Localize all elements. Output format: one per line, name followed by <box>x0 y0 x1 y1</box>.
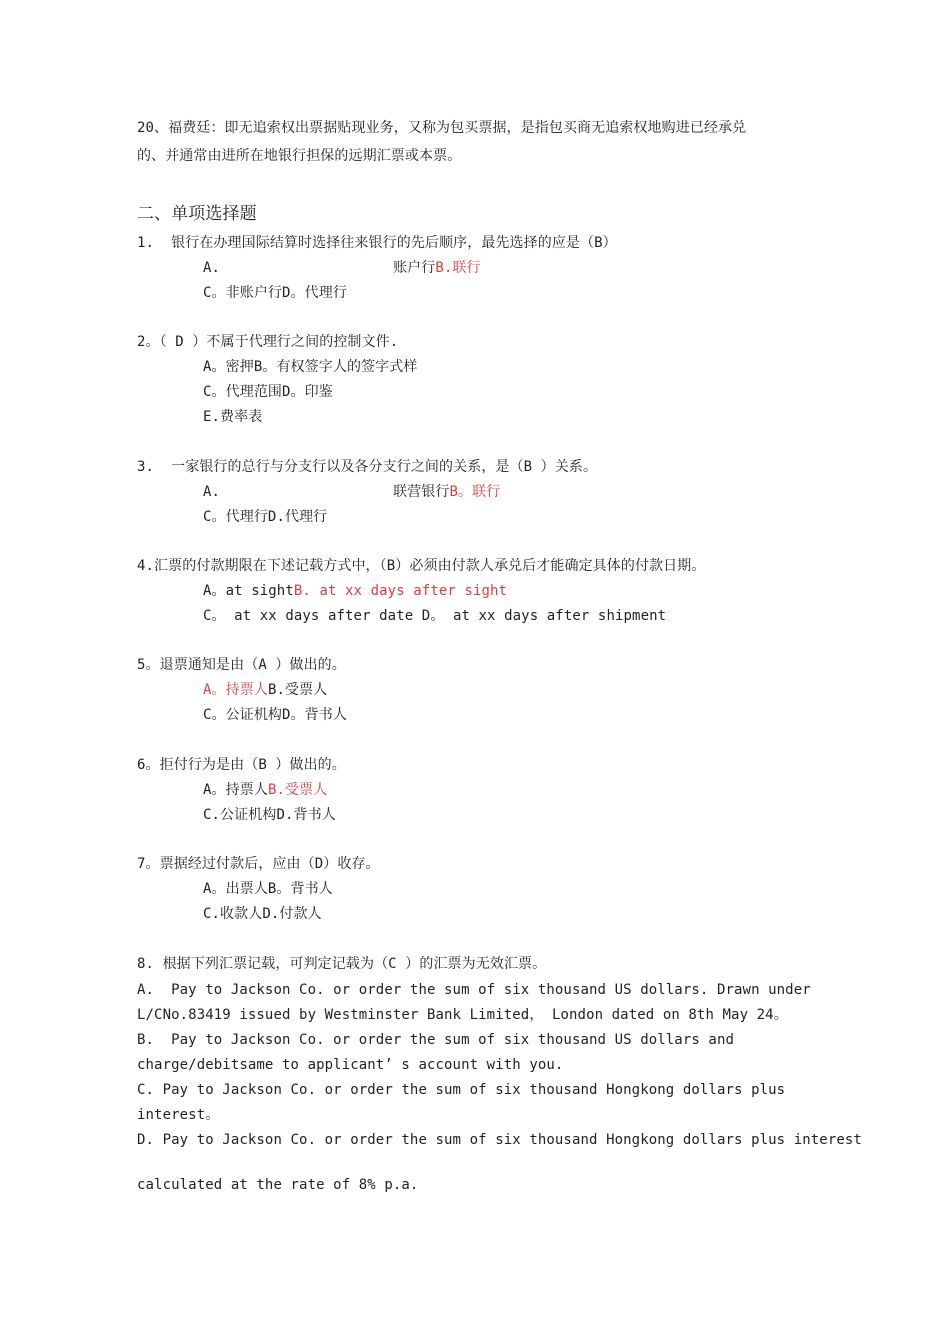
option-a-text: A。at sight <box>203 583 294 599</box>
question-1-options-ab <box>203 258 481 278</box>
question-8-option-b-line2: charge/debitsame to applicant’ s account with you. <box>137 1057 564 1073</box>
question-2-option-e: E.费率表 <box>203 409 263 425</box>
question-6-options-cd: C.公证机构D.背书人 <box>203 807 336 823</box>
option-a-text: 联营银行 <box>393 484 450 500</box>
question-4-options-cd: C。 at xx days after date D。 at xx days after shipment <box>203 608 667 624</box>
question-7-options-cd: C.收款人D.付款人 <box>203 906 322 922</box>
question-5-options-cd: C。公证机构D。背书人 <box>203 707 347 723</box>
question-5-options-ab <box>203 680 327 700</box>
question-2-options-ab: A。密押B。有权签字人的签字式样 <box>203 359 418 375</box>
option-b-answer: B。联行 <box>449 484 501 500</box>
option-b-answer: B.受票人 <box>267 782 328 798</box>
question-1-options-cd: C。非账户行D。代理行 <box>203 285 347 301</box>
question-3-options-cd: C。代理行D.代理行 <box>203 509 328 525</box>
question-2-options-cd: C。代理范围D。印鉴 <box>203 384 333 400</box>
question-5-stem: 5。退票通知是由（A ）做出的。 <box>137 657 346 673</box>
option-a-prefix: A. <box>203 484 221 500</box>
question-6-options-ab <box>203 780 327 800</box>
question-3-options-ab <box>203 482 500 502</box>
definition-20-line2: 的、并通常由进所在地银行担保的远期汇票或本票。 <box>137 148 462 164</box>
option-a-answer: A。持票人 <box>203 682 268 698</box>
option-b-text: B.受票人 <box>267 682 328 698</box>
option-a-prefix: A. <box>203 260 221 276</box>
question-8-option-d-line1: D. Pay to Jackson Co. or order the sum of six thousand Hongkong dollars plus interest <box>137 1132 862 1148</box>
option-b-answer: B.联行 <box>435 260 481 276</box>
question-7-stem: 7。票据经过付款后，应由（D）收存。 <box>137 856 380 872</box>
definition-20-line1: 20、福费廷：即无追索权出票据贴现业务，又称为包买票据，是指包买商无追索权地购进已经承兑 <box>137 120 747 136</box>
question-8-option-b-line1: B. Pay to Jackson Co. or order the sum of six thousand US dollars and <box>137 1032 735 1048</box>
option-a-text: 账户行 <box>393 260 436 276</box>
question-8-stem: 8. 根据下列汇票记载，可判定记载为（C ）的汇票为无效汇票。 <box>137 956 547 972</box>
option-b-answer: B. at xx days after sight <box>293 583 508 599</box>
question-2-stem: 2。（ D ）不属于代理行之间的控制文件. <box>137 334 399 350</box>
question-4-stem: 4.汇票的付款期限在下述记载方式中，（B）必须由付款人承兑后才能确定具体的付款日期。 <box>137 558 706 574</box>
question-8-option-a-line1: A. Pay to Jackson Co. or order the sum of six thousand US dollars. Drawn under <box>137 982 811 998</box>
question-1-stem: 1. 银行在办理国际结算时选择往来银行的先后顺序，最先选择的应是（B） <box>137 235 617 251</box>
question-8-option-a-line2: L/CNo.83419 issued by Westminster Bank Limited， London dated on 8th May 24。 <box>137 1007 788 1023</box>
option-a-text: A。持票人 <box>203 782 268 798</box>
section-title: 二、单项选择题 <box>137 204 257 224</box>
question-8-option-c-line1: C. Pay to Jackson Co. or order the sum of six thousand Hongkong dollars plus <box>137 1082 786 1098</box>
question-6-stem: 6。拒付行为是由（B ）做出的。 <box>137 757 346 773</box>
question-8-option-d-line2: calculated at the rate of 8% p.a. <box>137 1177 419 1193</box>
question-3-stem: 3. 一家银行的总行与分支行以及各分支行之间的关系，是（B ）关系。 <box>137 459 598 475</box>
question-4-options-ab <box>203 581 507 601</box>
question-8-option-c-line2: interest。 <box>137 1107 220 1123</box>
question-7-options-ab: A。出票人B。背书人 <box>203 881 333 897</box>
